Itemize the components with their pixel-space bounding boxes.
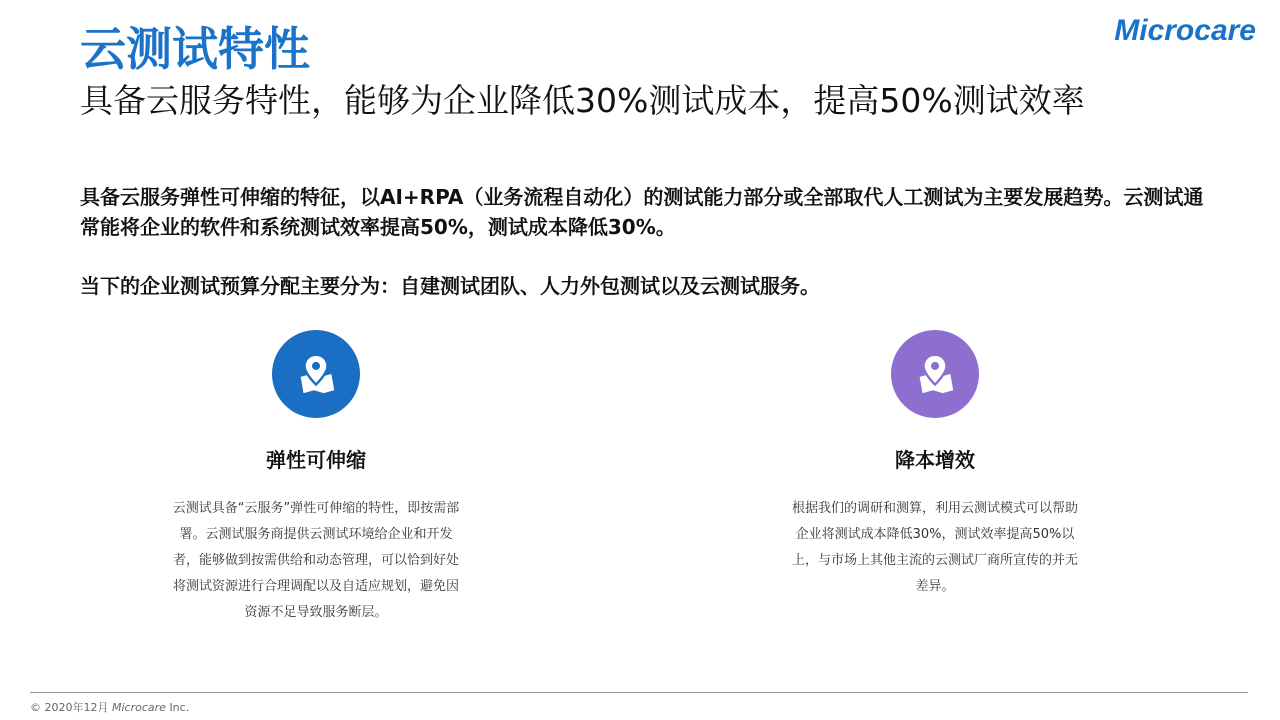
- footer-brand: Microcare: [112, 701, 166, 714]
- feature-icon-circle: [891, 330, 979, 418]
- feature-title: 降本增效: [895, 448, 975, 472]
- page-title: 云测试特性: [80, 22, 310, 76]
- footer-divider: [30, 692, 1248, 693]
- map-pin-icon: [912, 351, 958, 397]
- budget-paragraph: 当下的企业测试预算分配主要分为：自建测试团队、人力外包测试以及云测试服务。: [80, 274, 820, 298]
- feature-icon-circle: [272, 330, 360, 418]
- feature-cost-efficiency: [785, 330, 1085, 600]
- intro-paragraph: 具备云服务弹性可伸缩的特征，以AI+RPA（业务流程自动化）的测试能力部分或全部取代人工测试为主要发展趋势。云测试通常能将企业的软件和系统测试效率提高50%，测试成本降低30%。: [80, 185, 1204, 239]
- page-subtitle: 具备云服务特性，能够为企业降低30%测试成本，提高50%测试效率: [80, 81, 1085, 120]
- feature-description: 云测试具备“云服务”弹性可伸缩的特性，即按需部署。云测试服务商提供云测试环境给企业和开发者，能够做到按需供给和动态管理，可以恰到好处将测试资源进行合理调配以及自适应规划，避免因资源不足导致服务断层。: [172, 501, 460, 620]
- feature-elastic: [166, 330, 466, 626]
- map-pin-icon: [293, 351, 339, 397]
- footer-date: © 2020年12月: [30, 701, 109, 714]
- footer-suffix: Inc.: [169, 701, 190, 714]
- footer: [30, 700, 189, 716]
- brand-logo: Microcare: [1114, 14, 1256, 47]
- feature-description: 根据我们的调研和测算，利用云测试模式可以帮助企业将测试成本降低30%，测试效率提高50%以上，与市场上其他主流的云测试厂商所宣传的并无差异。: [791, 501, 1078, 594]
- feature-title: 弹性可伸缩: [266, 448, 366, 472]
